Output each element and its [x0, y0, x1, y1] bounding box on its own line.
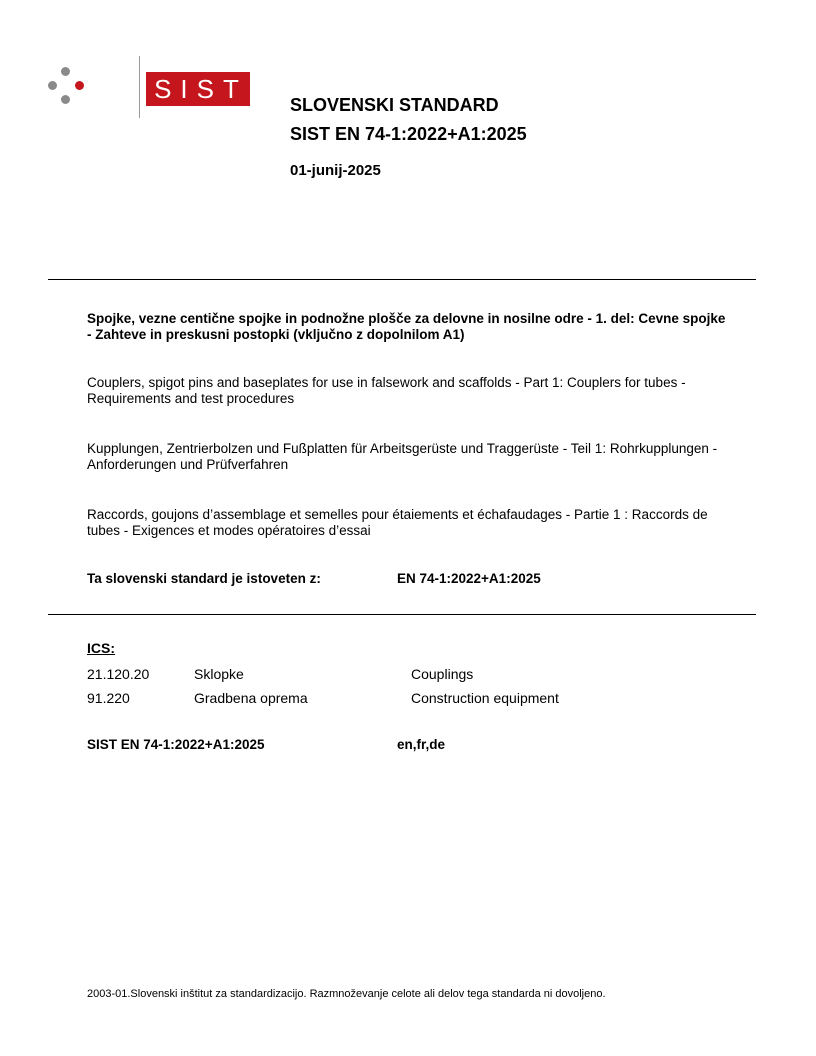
title-slovenian: Spojke, vezne centične spojke in podnožne plošče za delovne in nosilne odre - 1. del: Cevne spojke - Zahteve in preskusni postopki (vključno z dopolnilom A1) — [87, 311, 726, 342]
ics-english: Couplings — [411, 666, 474, 682]
publication-date: 01-junij-2025 — [290, 162, 381, 179]
bottom-divider — [48, 614, 756, 615]
title-english: Couplers, spigot pins and baseplates for use in falsework and scaffolds - Part 1: Couplers for tubes - Requirements and test procedures — [87, 375, 686, 406]
identical-label: Ta slovenski standard je istoveten z: — [87, 571, 321, 586]
header-standard-code: SIST EN 74-1:2022+A1:2025 — [290, 124, 527, 144]
logo-dot-icon — [61, 95, 70, 104]
ics-slovenian: Sklopke — [194, 666, 244, 682]
ics-slovenian: Gradbena oprema — [194, 690, 308, 706]
logo-divider — [139, 56, 140, 118]
top-divider — [48, 279, 756, 280]
ics-code: 21.120.20 — [87, 666, 150, 682]
sist-logo — [46, 62, 248, 118]
title-german: Kupplungen, Zentrierbolzen und Fußplatten für Arbeitsgerüste und Traggerüste - Teil 1: Rohrkupplungen - Anforderungen und Prüfverfahren — [87, 441, 718, 472]
title-french: Raccords, goujons d’assemblage et semelles pour étaiements et échafaudages - Partie 1 : Raccords de tubes - Exigences et modes opératoires d’essai — [87, 507, 708, 538]
header-line1: SLOVENSKI STANDARD — [290, 95, 499, 115]
copyright-footer: 2003-01.Slovenski inštitut za standardizacijo. Razmnoževanje celote ali delov tega standarda ni dovoljeno. — [87, 988, 606, 1000]
logo-wordmark: SIST — [146, 72, 250, 106]
ics-heading: ICS: — [87, 640, 115, 656]
logo-dot-red-icon — [75, 81, 84, 90]
identical-value: EN 74-1:2022+A1:2025 — [397, 571, 541, 586]
logo-dot-icon — [61, 67, 70, 76]
logo-dot-icon — [48, 81, 57, 90]
standard-languages: en,fr,de — [397, 737, 446, 752]
ics-code: 91.220 — [87, 690, 130, 706]
ics-english: Construction equipment — [411, 690, 559, 706]
standard-code: SIST EN 74-1:2022+A1:2025 — [87, 737, 265, 752]
